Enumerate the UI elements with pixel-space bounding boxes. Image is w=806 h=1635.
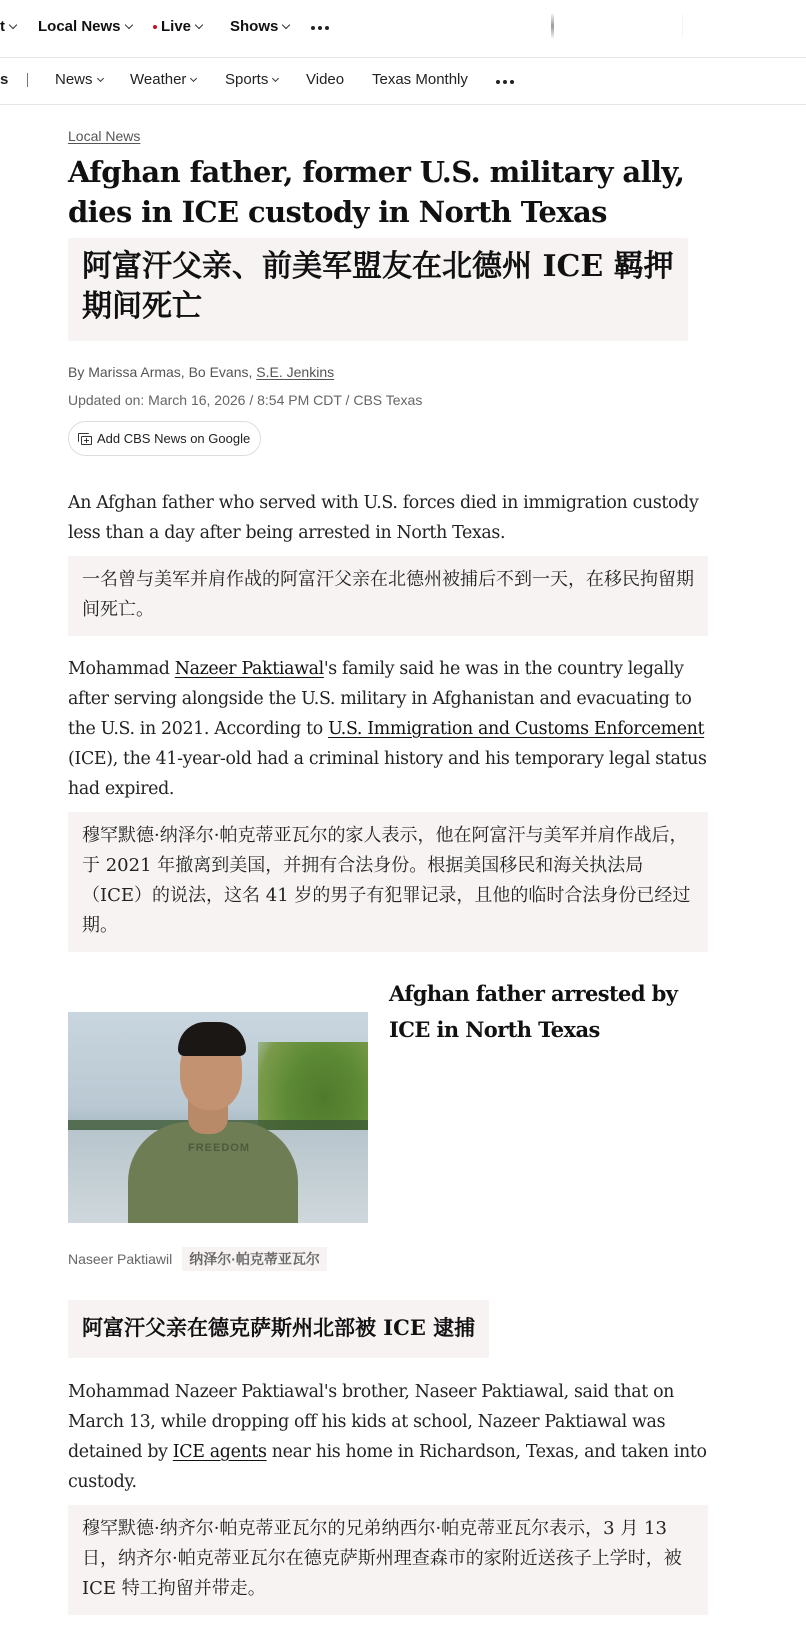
paragraph-translation: 一名曾与美军并肩作战的阿富汗父亲在北德州被捕后不到一天，在移民拘留期间死亡。 bbox=[68, 556, 708, 636]
headline: Afghan father, former U.S. military ally, dies in ICE custody in North Texas bbox=[68, 155, 685, 229]
section-link[interactable]: Local News bbox=[68, 128, 141, 144]
top-nav-item-partial[interactable]: t bbox=[0, 18, 16, 35]
top-nav-item-local-news[interactable]: Local News bbox=[38, 18, 132, 35]
chevron-down-icon bbox=[96, 74, 103, 81]
ice-agents-link[interactable]: ICE agents bbox=[172, 1442, 267, 1462]
sub-nav-item-texas-monthly[interactable]: Texas Monthly bbox=[372, 71, 468, 88]
image-caption: Naseer Paktiawil 纳泽尔·帕克蒂亚瓦尔 bbox=[68, 1247, 806, 1271]
paragraph-translation: 穆罕默德·纳泽尔·帕克蒂亚瓦尔的家人表示，他在阿富汗与美军并肩作战后，于 2021 年撤离到美国，并拥有合法身份。根据美国移民和海关执法局（ICE）的说法，这名 41 岁的男子有犯罪记录，且他的临时合法身份已经过期。 bbox=[68, 812, 708, 952]
chevron-down-icon bbox=[190, 74, 197, 81]
top-nav-more-button[interactable] bbox=[311, 26, 329, 30]
paragraph: Mohammad Nazeer Paktiawal's brother, Naseer Paktiawal, said that on March 13, while dropping off his kids at school, Nazeer Paktiawal was detained by ICE agents near his home in Richardson, Texas, and taken into custody. bbox=[68, 1382, 707, 1492]
chevron-down-icon bbox=[9, 21, 17, 29]
video-title[interactable]: Afghan father arrested by ICE in North Texas bbox=[389, 981, 678, 1042]
chevron-down-icon bbox=[272, 74, 279, 81]
sub-nav bbox=[0, 58, 806, 105]
sub-nav-item-video[interactable]: Video bbox=[306, 71, 345, 88]
article bbox=[0, 105, 806, 1615]
sub-nav-more-button[interactable] bbox=[496, 80, 514, 84]
updated-timestamp: Updated on: March 16, 2026 / 8:54 PM CDT / CBS Texas bbox=[68, 392, 423, 408]
paragraph: An Afghan father who served with U.S. forces died in immigration custody less than a day after being arrested in North Texas. bbox=[68, 493, 699, 543]
chevron-down-icon bbox=[124, 21, 132, 29]
paragraph-translation: 穆罕默德·纳齐尔·帕克蒂亚瓦尔的兄弟纳西尔·帕克蒂亚瓦尔表示，3 月 13 日，纳齐尔·帕克蒂亚瓦尔在德克萨斯州理查森市的家附近送孩子上学时，被 ICE 特工拘留并带走。 bbox=[68, 1505, 708, 1615]
nav-divider bbox=[682, 14, 683, 38]
add-source-icon bbox=[78, 433, 92, 445]
subheading-translation: 阿富汗父亲在德克萨斯州北部被 ICE 逮捕 bbox=[68, 1300, 489, 1358]
video-embed[interactable] bbox=[68, 976, 806, 1223]
ice-link[interactable]: U.S. Immigration and Customs Enforcement bbox=[328, 719, 705, 739]
sub-nav-item-weather[interactable]: Weather bbox=[130, 71, 196, 88]
headline-translation: 阿富汗父亲、前美军盟友在北德州 ICE 羁押期间死亡 bbox=[68, 238, 688, 341]
more-dots-icon bbox=[311, 26, 329, 30]
top-nav bbox=[0, 0, 806, 58]
sub-nav-separator bbox=[27, 73, 28, 87]
nav-divider bbox=[551, 14, 554, 38]
top-nav-item-shows[interactable]: Shows bbox=[230, 18, 289, 35]
author-link[interactable]: S.E. Jenkins bbox=[256, 364, 335, 380]
paragraph: Mohammad Nazeer Paktiawal's family said he was in the country legally after serving alongside the U.S. military in Afghanistan and evacuating to the U.S. in 2021. According to U.S. Immigration and Customs Enforcement (ICE), the 41-year-old had a criminal history and his temporary legal status had expired. bbox=[68, 659, 707, 799]
chevron-down-icon bbox=[282, 21, 290, 29]
more-dots-icon bbox=[496, 80, 514, 84]
live-dot-icon bbox=[153, 25, 157, 29]
person-link[interactable]: Nazeer Paktiawal bbox=[174, 659, 324, 679]
sub-nav-item-partial[interactable]: s bbox=[0, 71, 9, 88]
caption-translation: 纳泽尔·帕克蒂亚瓦尔 bbox=[182, 1247, 327, 1271]
chevron-down-icon bbox=[195, 21, 203, 29]
top-nav-item-live[interactable]: Live bbox=[153, 18, 202, 35]
sub-nav-item-sports[interactable]: Sports bbox=[225, 71, 278, 88]
video-thumbnail[interactable]: FREEDOM bbox=[68, 1012, 368, 1223]
add-cbs-on-google-button[interactable]: Add CBS News on Google bbox=[68, 421, 261, 456]
sub-nav-item-news[interactable]: News bbox=[55, 71, 103, 88]
byline: By Marissa Armas, Bo Evans, S.E. Jenkins bbox=[68, 364, 335, 380]
